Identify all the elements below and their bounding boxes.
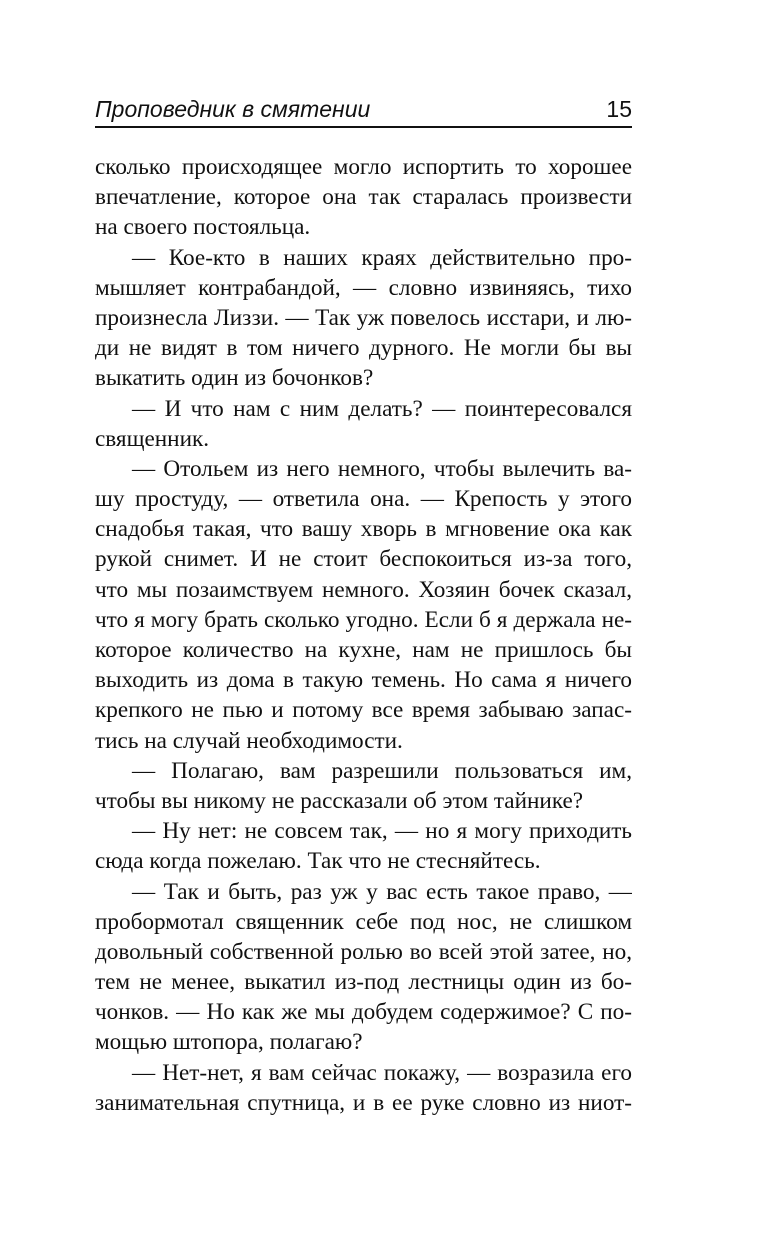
text-line: сколько происходящее могло испортить то хорошее [95, 154, 632, 180]
text-line: что мы позаимствуем немного. Хозяин бочек сказал, [95, 576, 632, 603]
text-line: занимательная спутница, и в ее руке словно из ниот- [95, 1089, 632, 1116]
text-line: пробормотал священник себе под нос, не слишком [95, 908, 632, 935]
text-line: которое количество на кухне, нам не пришлось бы [95, 637, 632, 663]
body-text [95, 152, 632, 1118]
text-line: впечатление, которое она так старалась произвести [95, 184, 632, 211]
text-line: на своего постояльца. [95, 214, 311, 241]
text-line: выходить из дома в такую темень. Но сама я ничего [95, 667, 632, 694]
running-title: Проповедник в смятении [95, 96, 371, 122]
text-line: сюда когда пожелаю. Так что не стесняйтесь. [95, 848, 541, 875]
text-line: — Полагаю, вам разрешили пользоваться им, [132, 757, 632, 784]
text-line: рукой снимет. И не стоит беспокоиться из-за того, [95, 546, 632, 573]
text-line: — И что нам с ним делать? — поинтересовался [132, 395, 632, 422]
text-line: довольный собственной ролью во всей этой затее, но, [95, 938, 632, 965]
text-line: чонков. — Но как же мы добудем содержимое? С по- [95, 999, 632, 1026]
running-header [95, 92, 632, 128]
text-line: — Отольем из него немного, чтобы вылечить ва- [132, 455, 632, 482]
text-line: шу простуду, — ответила она. — Крепость у этого [95, 486, 632, 513]
text-line: священник. [95, 425, 210, 452]
text-line: выкатить один из бочонков? [95, 365, 374, 392]
page-number: 15 [606, 96, 632, 122]
text-line: снадобья такая, что вашу хворь в мгновение ока как [95, 516, 632, 543]
text-line: чтобы вы никому не рассказали об этом тайнике? [95, 787, 584, 814]
text-line: мышляет контрабандой, — словно извиняясь, тихо [95, 274, 632, 301]
text-line: что я могу брать сколько угодно. Если б я держала не- [95, 606, 632, 633]
text-line: крепкого не пью и потому все время забываю запас- [95, 697, 632, 724]
text-line: — Нет-нет, я вам сейчас покажу, — возразила его [132, 1059, 632, 1086]
text-line: — Так и быть, раз уж у вас есть такое право, — [132, 878, 632, 905]
text-line: тем не менее, выкатил из-под лестницы один из бо- [95, 969, 632, 996]
text-line: произнесла Лиззи. — Так уж повелось исстари, и лю- [95, 304, 632, 331]
text-line: — Кое-кто в наших краях действительно про- [132, 244, 632, 271]
text-line: тись на случай необходимости. [95, 727, 403, 754]
text-line: ди не видят в том ничего дурного. Не могли бы вы [95, 335, 632, 362]
text-line: мощью штопора, полагаю? [95, 1029, 363, 1056]
text-line: — Ну нет: не совсем так, — но я могу приходить [132, 818, 632, 845]
